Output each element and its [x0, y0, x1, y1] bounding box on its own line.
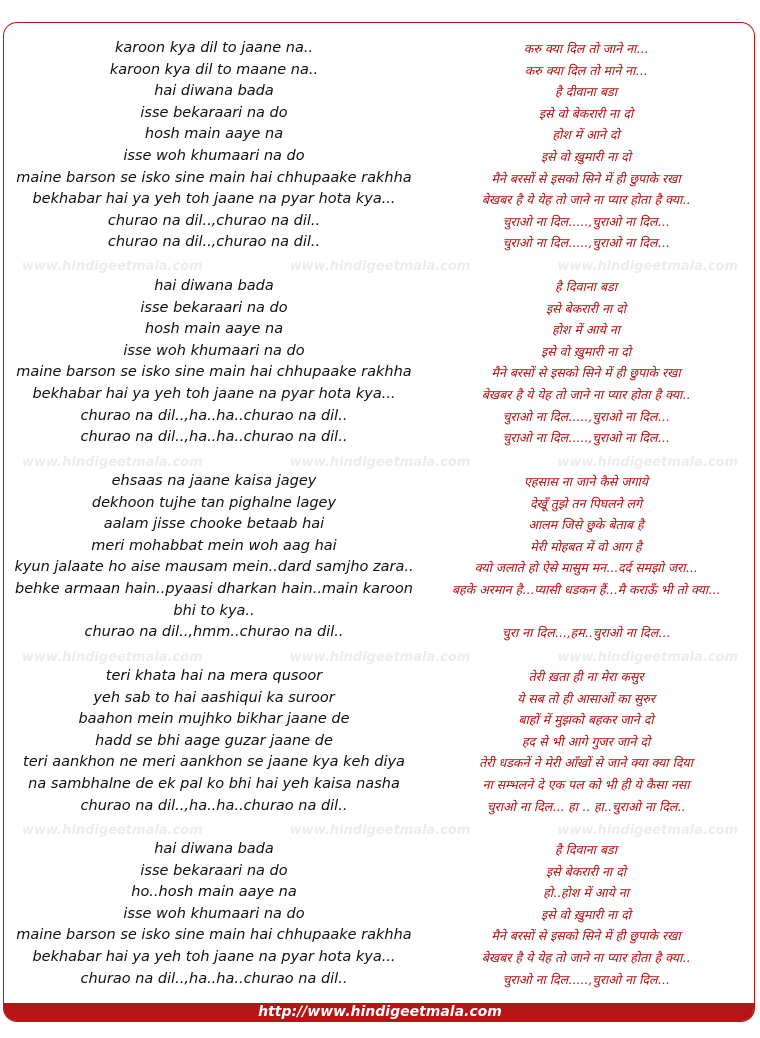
lyric-english: hosh main aaye na [144, 321, 284, 338]
watermark-text: www.hindigeetmala.com [557, 259, 738, 274]
lyric-hindi: चुराओ ना दिल.....,चुराओ ना दिल... [502, 408, 670, 424]
lyric-line [4, 168, 755, 190]
lyric-hindi: है दीवाना बडा [555, 84, 617, 100]
lyric-english: bekhabar hai ya yeh toh jaane na pyar hota kya... [32, 385, 396, 402]
lyric-hindi: चुराओ ना दिल.....,चुराओ ना दिल... [502, 235, 670, 251]
lyric-english: hosh main aaye na [144, 126, 284, 143]
lyric-hindi: मैने बरसों से इसको सिने में ही छुपाके रखा [491, 928, 681, 944]
lyric-hindi: ये सब तो ही आसाओं का सुरुर [516, 690, 656, 706]
lyric-hindi: मैने बरसों से इसको सिने में ही छुपाके रखा [491, 170, 681, 186]
lyric-english: meri mohabbat mein woh aag hai [91, 537, 337, 554]
lyric-line [4, 925, 755, 947]
lyric-line [4, 688, 755, 710]
lyric-hindi: हद से भी आगे गुजर जाने दो [521, 733, 651, 749]
lyric-line [4, 882, 755, 904]
lyrics-card [3, 22, 755, 1022]
lyric-english: isse bekaraari na do [140, 299, 288, 316]
watermark-row [4, 823, 755, 843]
lyric-english: behke armaan hain..pyaasi dharkan hain..main karoon bhi to kya.. [15, 580, 413, 619]
lyric-english: churao na dil..,ha..ha..churao na dil.. [80, 407, 348, 424]
lyric-line [4, 622, 755, 644]
lyric-english: hadd se bhi aage guzar jaane de [95, 732, 333, 749]
lyric-english: churao na dil..,ha..ha..churao na dil.. [80, 797, 348, 814]
lyric-line [4, 427, 755, 449]
lyric-line [4, 406, 755, 428]
verse-block [4, 839, 755, 990]
lyric-line [4, 232, 755, 254]
lyric-line [4, 81, 755, 103]
lyric-english: maine barson se isko sine main hai chhupaake rakhha [16, 364, 412, 381]
lyric-english: churao na dil..,ha..ha..churao na dil.. [80, 429, 348, 446]
watermark-row [4, 650, 755, 670]
lyric-english: isse woh khumaari na do [123, 905, 305, 922]
lyric-hindi: एहसास ना जाने कैसे जगाये [523, 474, 649, 489]
lyric-line [4, 579, 755, 622]
lyric-english: maine barson se isko sine main hai chhupaake rakhha [16, 927, 412, 944]
verse-block [4, 276, 755, 449]
lyric-hindi: इसे बेकरारी ना दो [546, 300, 626, 316]
watermark-text: www.hindigeetmala.com [22, 455, 203, 470]
lyric-hindi: क्यो जलाते हो ऐसे मासुम मन...दर्द समझो जरा... [474, 560, 698, 576]
lyric-hindi: चुराओ ना दिल.....,चुराओ ना दिल... [502, 430, 670, 446]
lyric-english: ehsaas na jaane kaisa jagey [111, 473, 317, 489]
lyric-english: hai diwana bada [154, 83, 274, 100]
lyric-line [4, 969, 755, 991]
watermark-text: www.hindigeetmala.com [557, 455, 738, 470]
lyric-line [4, 557, 755, 579]
lyric-hindi: बहके अरमान है...प्यासी धडकन हैं...मै कराऊँ भी तो क्या... [451, 581, 721, 597]
lyric-line [4, 341, 755, 363]
lyric-line [4, 298, 755, 320]
lyric-line [4, 752, 755, 774]
lyric-english: churao na dil..,ha..ha..churao na dil.. [80, 970, 348, 987]
lyric-hindi: इसे बेकरारी ना दो [546, 863, 626, 879]
watermark-text: www.hindigeetmala.com [22, 650, 203, 665]
lyric-line [4, 709, 755, 731]
lyric-english: bekhabar hai ya yeh toh jaane na pyar hota kya... [32, 191, 396, 208]
lyric-english: isse bekaraari na do [140, 862, 288, 879]
lyric-line [4, 384, 755, 406]
lyric-english: baahon mein mujhko bikhar jaane de [78, 711, 350, 728]
lyric-english: karoon kya dil to maane na.. [109, 61, 319, 78]
lyric-line [4, 536, 755, 558]
watermark-text: www.hindigeetmala.com [289, 259, 471, 274]
lyric-hindi: बेखबर है ये येह तो जाने ना प्यार होता है क्या.. [481, 386, 691, 402]
lyric-hindi: बेखबर है ये येह तो जाने ना प्यार होता है क्या.. [481, 192, 691, 208]
lyric-line [4, 861, 755, 883]
lyric-line [4, 493, 755, 515]
lyric-hindi: चुरा ना दिल...,हम..चुराओ ना दिल... [501, 625, 671, 641]
lyric-line [4, 103, 755, 125]
watermark-row [4, 259, 755, 279]
footer-url[interactable]: http://www.hindigeetmala.com [4, 1003, 755, 1022]
lyric-hindi: इसे वो ख़ुमारी ना दो [540, 906, 631, 922]
lyric-english: isse woh khumaari na do [123, 147, 305, 164]
lyric-line [4, 904, 755, 926]
verse-block [4, 38, 755, 254]
watermark-text: www.hindigeetmala.com [289, 455, 471, 470]
lyric-line [4, 189, 755, 211]
watermark-text: www.hindigeetmala.com [289, 650, 471, 665]
lyric-hindi: तेरी ख़ता ही ना मेरा कसुर [528, 669, 644, 684]
watermark-row [4, 455, 755, 475]
lyric-english: teri aankhon ne meri aankhon se jaane kya keh diya [23, 754, 405, 771]
lyric-line [4, 60, 755, 82]
lyric-hindi: मेरी मोहबत में वो आग है [530, 538, 642, 554]
lyric-line [4, 319, 755, 341]
lyric-line [4, 38, 755, 60]
lyric-english: ho..hosh main aaye na [131, 884, 297, 901]
lyric-hindi: है दिवाना बडा [555, 842, 617, 857]
lyric-hindi: इसे वो बेकरारी ना दो [538, 105, 634, 121]
lyric-hindi: बाहों में मुझको बहकर जाने दो [518, 712, 654, 728]
lyric-english: na sambhalne de ek pal ko bhi hai yeh kaisa nasha [28, 775, 400, 792]
lyric-english: yeh sab to hai aashiqui ka suroor [93, 689, 335, 706]
lyric-hindi: होश में आने दो [552, 127, 620, 143]
lyric-hindi: चुराओ ना दिल.....,चुराओ ना दिल... [502, 213, 670, 229]
lyric-english: aalam jisse chooke betaab hai [103, 516, 325, 533]
lyric-line [4, 947, 755, 969]
lyric-english: kyun jalaate ho aise mausam mein..dard samjho zara.. [14, 559, 414, 576]
watermark-text: www.hindigeetmala.com [289, 823, 471, 838]
lyric-line [4, 796, 755, 818]
watermark-text: www.hindigeetmala.com [22, 823, 203, 838]
lyric-english: isse woh khumaari na do [123, 342, 305, 359]
lyric-hindi: ना सम्भलने दे एक पल को भी ही ये कैसा नसा [482, 776, 690, 792]
lyric-english: churao na dil..,churao na dil.. [107, 234, 321, 251]
lyric-line [4, 731, 755, 753]
lyric-hindi: बेखबर है ये येह तो जाने ना प्यार होता है क्या.. [481, 949, 691, 965]
lyric-hindi: करु क्या दिल तो माने ना... [524, 62, 648, 78]
lyric-line [4, 362, 755, 384]
watermark-text: www.hindigeetmala.com [557, 823, 738, 838]
lyric-english: churao na dil..,churao na dil.. [107, 212, 321, 229]
lyric-hindi: देखूँ तुझे तन पिघलने लगे [529, 495, 643, 511]
lyric-line [4, 276, 755, 298]
lyric-hindi: मैने बरसों से इसको सिने में ही छुपाके रखा [491, 365, 681, 381]
lyric-line [4, 774, 755, 796]
verse-block [4, 471, 755, 644]
lyric-english: bekhabar hai ya yeh toh jaane na pyar hota kya... [32, 948, 396, 965]
lyric-english: teri khata hai na mera qusoor [105, 668, 323, 684]
watermark-text: www.hindigeetmala.com [22, 259, 203, 274]
lyric-english: karoon kya dil to jaane na.. [114, 40, 314, 56]
lyric-line [4, 211, 755, 233]
verse-block [4, 666, 755, 817]
lyric-hindi: इसे वो ख़ुमारी ना दो [540, 148, 631, 164]
lyric-hindi: करु क्या दिल तो जाने ना... [523, 41, 649, 56]
lyric-hindi: इसे वो ख़ुमारी ना दो [540, 343, 631, 359]
lyric-line [4, 146, 755, 168]
lyric-hindi: चुराओ ना दिल.....,चुराओ ना दिल... [502, 971, 670, 987]
lyric-english: hai diwana bada [154, 841, 274, 857]
lyric-line [4, 514, 755, 536]
lyric-english: churao na dil..,hmm..churao na dil.. [84, 624, 344, 641]
watermark-text: www.hindigeetmala.com [557, 650, 738, 665]
lyric-hindi: तेरी धडकनें ने मेरी आँखों से जाने क्या क्या दिया [479, 755, 693, 771]
lyric-english: dekhoon tujhe tan pighalne lagey [91, 494, 337, 511]
lyric-hindi: हो..होश में आये ना [543, 885, 629, 901]
lyric-english: isse bekaraari na do [140, 104, 288, 121]
lyric-english: maine barson se isko sine main hai chhupaake rakhha [16, 169, 412, 186]
lyric-hindi: चुराओ ना दिल... हा .. हा..चुराओ ना दिल.. [486, 798, 686, 814]
lyric-hindi: है दिवाना बडा [555, 279, 617, 294]
lyric-hindi: होश में आये ना [552, 322, 620, 338]
lyric-line [4, 124, 755, 146]
lyric-english: hai diwana bada [154, 278, 274, 294]
lyric-hindi: आलम जिसे छुके बेताब है [528, 517, 644, 533]
